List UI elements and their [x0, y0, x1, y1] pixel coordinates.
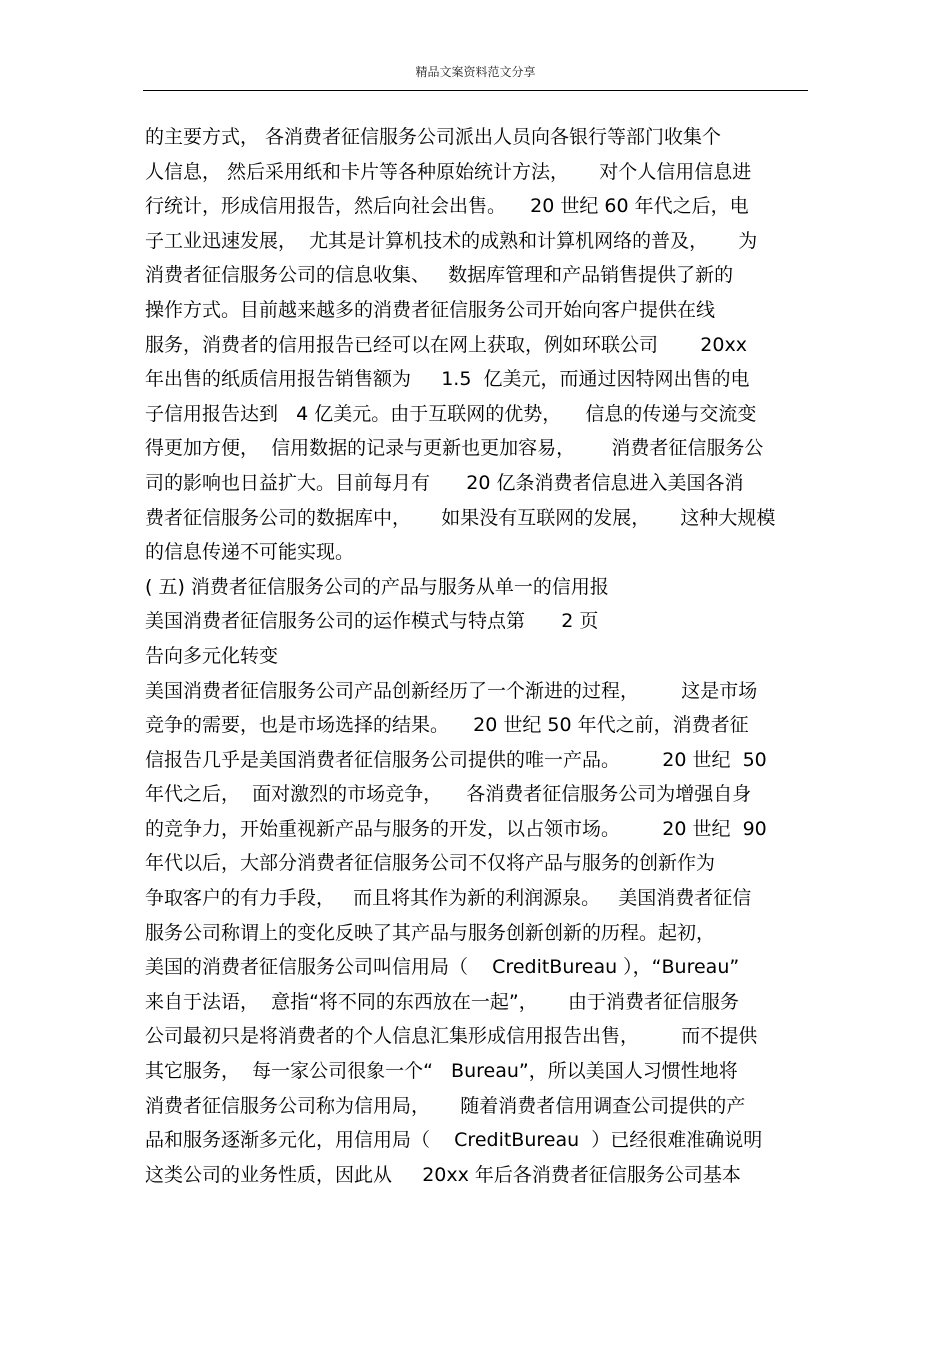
- text-line: 操作方式。目前越来越多的消费者征信服务公司开始向客户提供在线: [145, 298, 716, 321]
- text-line: 信报告几乎是美国消费者征信服务公司提供的唯一产品。 20 世纪 50: [145, 748, 767, 771]
- text-line: 争取客户的有力手段， 而且将其作为新的利润源泉。 美国消费者征信: [145, 887, 752, 910]
- text-line: 得更加方便， 信用数据的记录与更新也更加容易， 消费者征信服务公: [145, 437, 764, 460]
- text-line: 服务公司称谓上的变化反映了其产品与服务创新创新的历程。起初，: [145, 921, 716, 944]
- section-heading: ( 五) 消费者征信服务公司的产品与服务从单一的信用报: [145, 575, 609, 598]
- text-line: 消费者征信服务公司称为信用局， 随着消费者信用调查公司提供的产: [145, 1094, 746, 1117]
- text-line: 这类公司的业务性质，因此从 20xx 年后各消费者征信服务公司基本: [145, 1163, 741, 1186]
- text-line: 的竞争力，开始重视新产品与服务的开发，以占领市场。 20 世纪 90: [145, 817, 767, 840]
- page-footer-inline: 美国消费者征信服务公司的运作模式与特点第 2 页: [145, 610, 599, 633]
- document-body: [145, 120, 810, 1192]
- text-line: 的主要方式， 各消费者征信服务公司派出人员向各银行等部门收集个: [145, 126, 722, 148]
- page-header: 精品文案资料范文分享: [415, 65, 536, 79]
- text-line: 子信用报告达到 4 亿美元。由于互联网的优势， 信息的传递与交流变: [145, 402, 757, 425]
- section-heading-continued: 告向多元化转变: [145, 644, 279, 667]
- text-line: 服务，消费者的信用报告已经可以在网上获取，例如环联公司 20xx: [145, 333, 747, 356]
- text-line: 品和服务逐渐多元化，用信用局（ CreditBureau ）已经很难准确说明: [145, 1129, 763, 1152]
- text-line: 来自于法语， 意指“将不同的东西放在一起”， 由于消费者征信服务: [145, 990, 739, 1013]
- text-line: 年出售的纸质信用报告销售额为 1.5 亿美元，而通过因特网出售的电: [145, 368, 750, 391]
- text-line: 美国消费者征信服务公司产品创新经历了一个渐进的过程， 这是市场: [145, 679, 758, 702]
- text-line: 年代之后， 面对激烈的市场竞争， 各消费者征信服务公司为增强自身: [145, 783, 752, 806]
- text-line: 美国的消费者征信服务公司叫信用局（ CreditBureau ），“Bureau”: [145, 956, 740, 979]
- text-line: 子工业迅速发展， 尤其是计算机技术的成熟和计算机网络的普及， 为: [145, 229, 758, 252]
- text-line: 人信息， 然后采用纸和卡片等各种原始统计方法， 对个人信用信息进: [145, 160, 752, 183]
- text-line: 消费者征信服务公司的信息收集、 数据库管理和产品销售提供了新的: [145, 264, 734, 287]
- text-line: 行统计，形成信用报告，然后向社会出售。 20 世纪 60 年代之后，电: [145, 195, 749, 218]
- text-line: 竞争的需要，也是市场选择的结果。 20 世纪 50 年代之前，消费者征: [145, 714, 749, 737]
- text-line: 费者征信服务公司的数据库中， 如果没有互联网的发展， 这种大规模: [145, 506, 776, 529]
- text-line: 的信息传递不可能实现。: [145, 541, 355, 564]
- text-line: 其它服务， 每一家公司很象一个“ Bureau”，所以美国人习惯性地将: [145, 1060, 738, 1083]
- text-line: 公司最初只是将消费者的个人信息汇集形成信用报告出售， 而不提供: [145, 1025, 758, 1048]
- header-divider: [143, 90, 808, 91]
- text-line: 年代以后，大部分消费者征信服务公司不仅将产品与服务的创新作为: [145, 852, 716, 875]
- text-line: 司的影响也日益扩大。目前每月有 20 亿条消费者信息进入美国各消: [145, 471, 744, 494]
